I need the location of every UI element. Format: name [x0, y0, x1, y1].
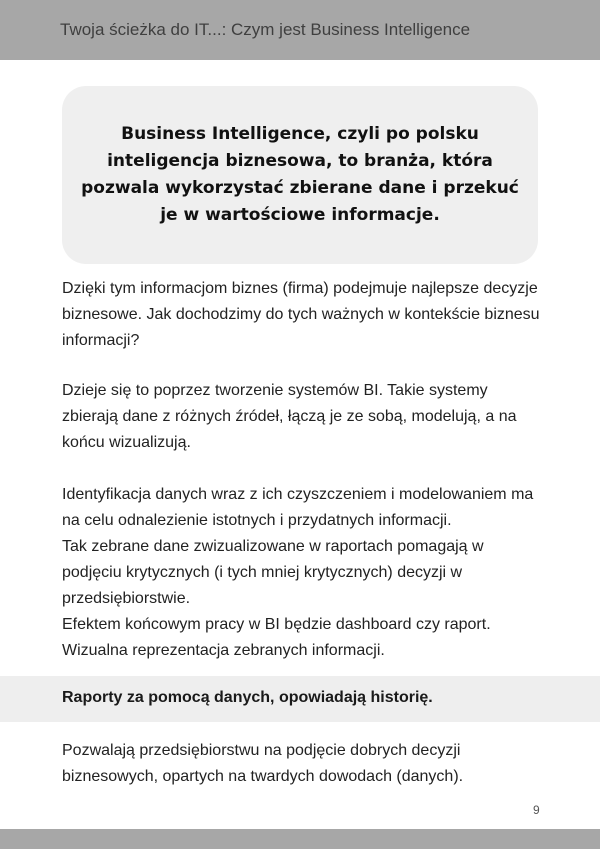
page-number: 9	[533, 803, 540, 817]
page-header	[0, 0, 600, 60]
callout-box	[62, 86, 538, 264]
callout-text: Business Intelligence, czyli po polsku inteligencja biznesowa, to branża, która pozwala wykorzystać zbierane dane i przekuć je w wartościowe informacje.	[81, 124, 519, 225]
paragraph-intro: Dzięki tym informacjom biznes (firma) podejmuje najlepsze decyzje biznesowe. Jak dochodzimy do tych ważnych w kontekście biznesu informacji?	[62, 280, 540, 349]
page-footer	[0, 829, 600, 849]
section-band	[0, 676, 600, 722]
paragraph-line: Efektem końcowym pracy w BI będzie dashboard czy raport.	[62, 616, 491, 633]
paragraph-line: Identyfikacja danych wraz z ich czyszczeniem i modelowaniem ma na celu odnalezienie istotnych i przydatnych informacji.	[62, 486, 534, 529]
paragraph-line: Wizualna reprezentacja zebranych informacji.	[62, 642, 385, 659]
paragraph-bi-systems: Dzieje się to poprzez tworzenie systemów BI. Takie systemy zbierają dane z różnych źródeł, łączą je ze sobą, modelują, a na końcu wizualizują.	[62, 382, 517, 451]
section-heading: Raporty za pomocą danych, opowiadają historię.	[62, 689, 433, 706]
paragraph-line: Tak zebrane dane zwizualizowane w raportach pomagają w podjęciu krytycznych (i tych mniej krytycznych) decyzji w przedsiębiorstwie.	[62, 538, 484, 607]
header-title: Twoja ścieżka do IT...: Czym jest Business Intelligence	[60, 20, 471, 39]
paragraph-identification	[62, 482, 542, 664]
paragraph-reports: Pozwalają przedsiębiorstwu na podjęcie dobrych decyzji biznesowych, opartych na twardych dowodach (danych).	[62, 742, 464, 785]
